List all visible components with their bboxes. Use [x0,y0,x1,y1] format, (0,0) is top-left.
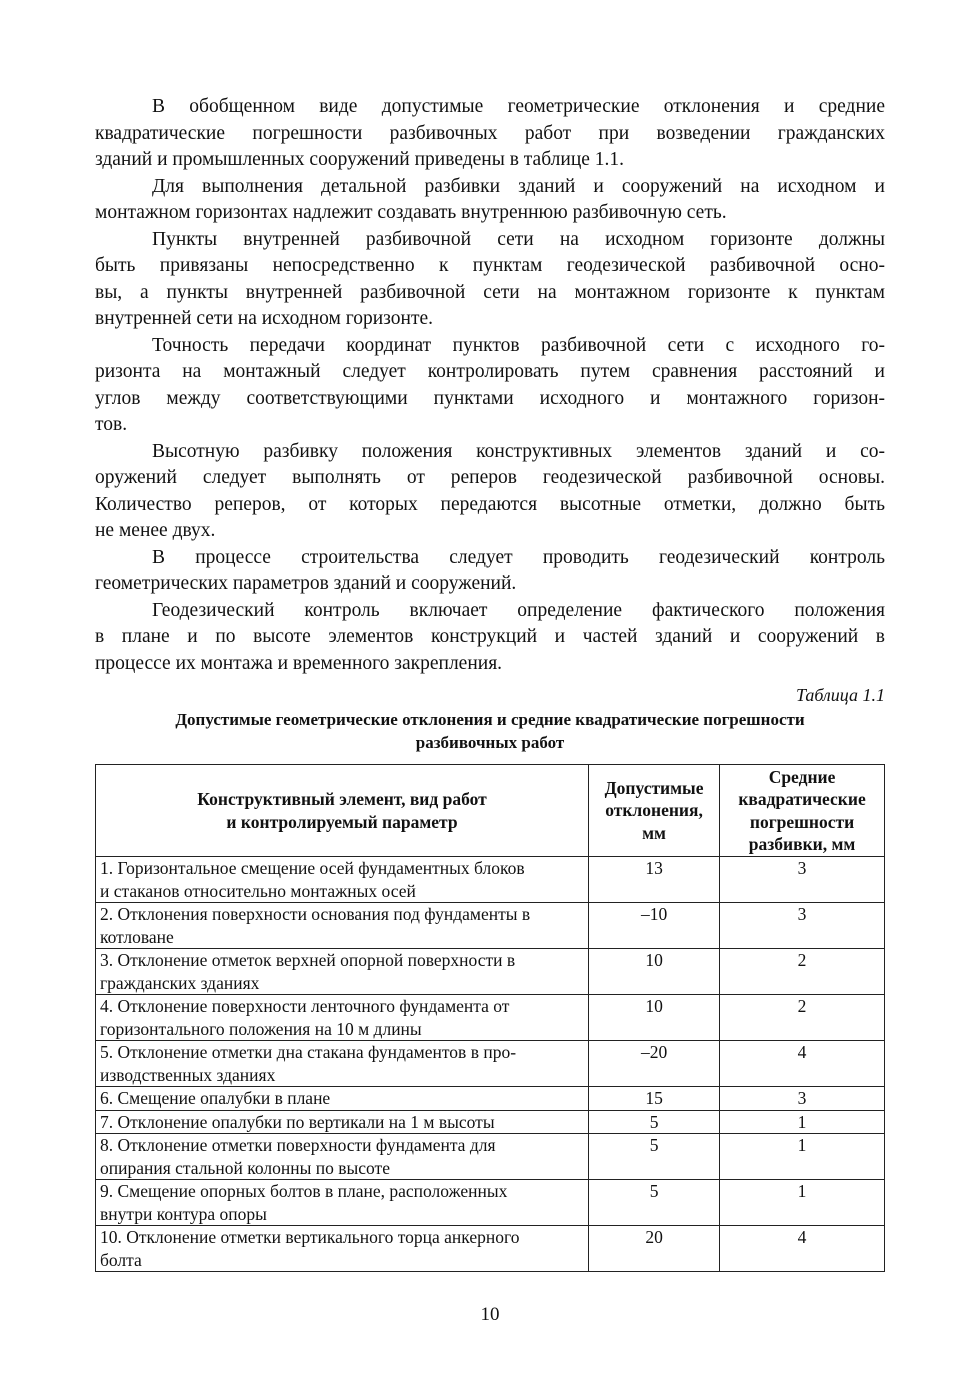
table-row [96,1180,885,1226]
error-cell: 1 [720,1134,885,1180]
tolerance-cell: –10 [589,903,720,949]
error-cell: 4 [720,1041,885,1087]
parameter-line: опирания стальной колонны по высоте [100,1157,390,1178]
paragraph [95,598,885,678]
paragraph-line: Геодезический контроль включает определение фактического положения [152,599,885,621]
parameter-line: изводственных зданиях [100,1064,276,1085]
table-title-line: Допустимые геометрические отклонения и средние квадратические погрешности [175,710,805,729]
column-header-line: Конструктивный элемент, вид работ [197,789,487,809]
paragraph-line: Для выполнения детальной разбивки зданий и сооружений на исходном и [152,175,885,197]
error-cell: 3 [720,857,885,903]
table-row [96,1041,885,1087]
paragraph-line: В обобщенном виде допустимые геометрические отклонения и средние [152,96,885,117]
parameter-cell [96,1134,589,1180]
parameter-line: котловане [100,926,174,947]
paragraph-line: вы, а пункты внутренней разбивочной сети на монтажном горизонте к пунктам [95,281,885,303]
paragraph-line: ризонта на монтажный следует контролировать путем сравнения расстояний и [95,361,885,382]
parameter-line: 4. Отклонение поверхности ленточного фундамента от [100,996,510,1016]
parameter-cell [96,1226,589,1272]
paragraph-line: процессе их монтажа и временного закрепления. [95,652,503,674]
paragraph-line: внутренней сети на исходном горизонте. [95,308,433,329]
tolerance-cell: 10 [589,949,720,995]
column-header-line: погрешности [749,811,855,832]
paragraph [95,174,885,227]
parameter-line: 10. Отклонение отметки вертикального торца анкерного [100,1227,520,1247]
parameter-cell [96,995,589,1041]
parameter-line: горизонтального положения на 10 м длины [100,1018,422,1039]
table-row [96,1226,885,1272]
parameter-cell [96,1087,589,1111]
paragraph-line: квадратические погрешности разбивочных работ при возведении гражданских [95,122,885,144]
column-header [589,765,720,857]
parameter-line: болта [100,1249,142,1270]
table-row [96,949,885,995]
column-header [720,765,885,857]
tolerance-cell: 5 [589,1110,720,1134]
error-cell: 2 [720,949,885,995]
paragraph-line: Пункты внутренней разбивочной сети на исходном горизонте должны [152,228,885,250]
table-title-line: разбивочных работ [415,733,565,752]
parameter-cell [96,949,589,995]
parameter-line: 8. Отклонение отметки поверхности фундамента для [100,1135,496,1155]
tolerance-cell: 5 [589,1134,720,1180]
parameter-line: 2. Отклонения поверхности основания под фундаменты в [100,904,531,924]
parameter-line: и стаканов относительно монтажных осей [100,880,416,901]
error-cell: 2 [720,995,885,1041]
tolerance-cell: 10 [589,995,720,1041]
table-row [96,1134,885,1180]
parameter-cell [96,903,589,949]
paragraph-line: не менее двух. [95,520,216,541]
paragraph [95,545,885,598]
parameter-line: гражданских зданиях [100,972,260,993]
tolerance-cell: –20 [589,1041,720,1087]
parameter-line: 7. Отклонение опалубки по вертикали на 1 м высоты [100,1111,495,1132]
tolerance-cell: 15 [589,1087,720,1111]
paragraph-line: зданий и промышленных сооружений приведены в таблице 1.1. [95,149,625,170]
parameter-cell [96,1110,589,1134]
column-header-line: Средние [768,766,836,787]
page-number: 10 [480,1304,500,1325]
column-header-line: квадратические [738,789,866,809]
parameter-line: 5. Отклонение отметки дна стакана фундаментов в про- [100,1042,517,1062]
table-row [96,995,885,1041]
paragraph-line: Количество реперов, от которых передаются высотные отметки, должно быть [95,493,885,515]
table-row [96,857,885,903]
tolerance-cell: 13 [589,857,720,903]
paragraph [95,439,885,545]
paragraph-line: тов. [95,414,128,435]
column-header-line: Допустимые [604,777,704,798]
tolerance-table [95,764,885,1272]
table-row [96,1110,885,1134]
paragraph-line: в плане и по высоте элементов конструкций и частей зданий и сооружений в [95,626,885,647]
parameter-cell [96,1041,589,1087]
paragraph-line: Точность передачи координат пунктов разбивочной сети с исходного го- [152,334,885,356]
paragraph [95,227,885,333]
paragraph [95,94,885,174]
parameter-line: 9. Смещение опорных болтов в плане, расположенных [100,1181,508,1201]
paragraph-line: оружений следует выполнять от реперов геодезической разбивочной основы. [95,467,885,488]
paragraph [95,333,885,439]
column-header-line: отклонения, [605,800,703,821]
paragraph-line: монтажном горизонтах надлежит создавать внутреннюю разбивочную сеть. [95,202,727,223]
table-row [96,1087,885,1111]
body-text [95,94,885,677]
table-row [96,903,885,949]
parameter-line: внутри контура опоры [100,1203,267,1224]
error-cell: 3 [720,903,885,949]
table-title [95,708,885,754]
error-cell: 4 [720,1226,885,1272]
paragraph-line: В процессе строительства следует проводить геодезический контроль [152,546,885,568]
table-header-row [96,765,885,857]
parameter-cell [96,1180,589,1226]
paragraph-line: Высотную разбивку положения конструктивных элементов зданий и со- [152,440,885,462]
parameter-line: 1. Горизонтальное смещение осей фундаментных блоков [100,858,525,878]
column-header [96,765,589,857]
column-header-line: мм [642,822,666,843]
column-header-line: разбивки, мм [748,834,856,854]
tolerance-cell: 5 [589,1180,720,1226]
table-caption: Таблица 1.1 [795,685,885,705]
error-cell: 3 [720,1087,885,1111]
error-cell: 1 [720,1180,885,1226]
paragraph-line: геометрических параметров зданий и сооружений. [95,573,517,594]
tolerance-cell: 20 [589,1226,720,1272]
paragraph-line: углов между соответствующими пунктами исходного и монтажного горизон- [95,387,885,409]
column-header-line: и контролируемый параметр [226,811,458,832]
error-cell: 1 [720,1110,885,1134]
parameter-line: 3. Отклонение отметок верхней опорной поверхности в [100,950,516,970]
parameter-cell [96,857,589,903]
parameter-line: 6. Смещение опалубки в плане [100,1088,331,1108]
paragraph-line: быть привязаны непосредственно к пунктам геодезической разбивочной осно- [95,255,885,276]
